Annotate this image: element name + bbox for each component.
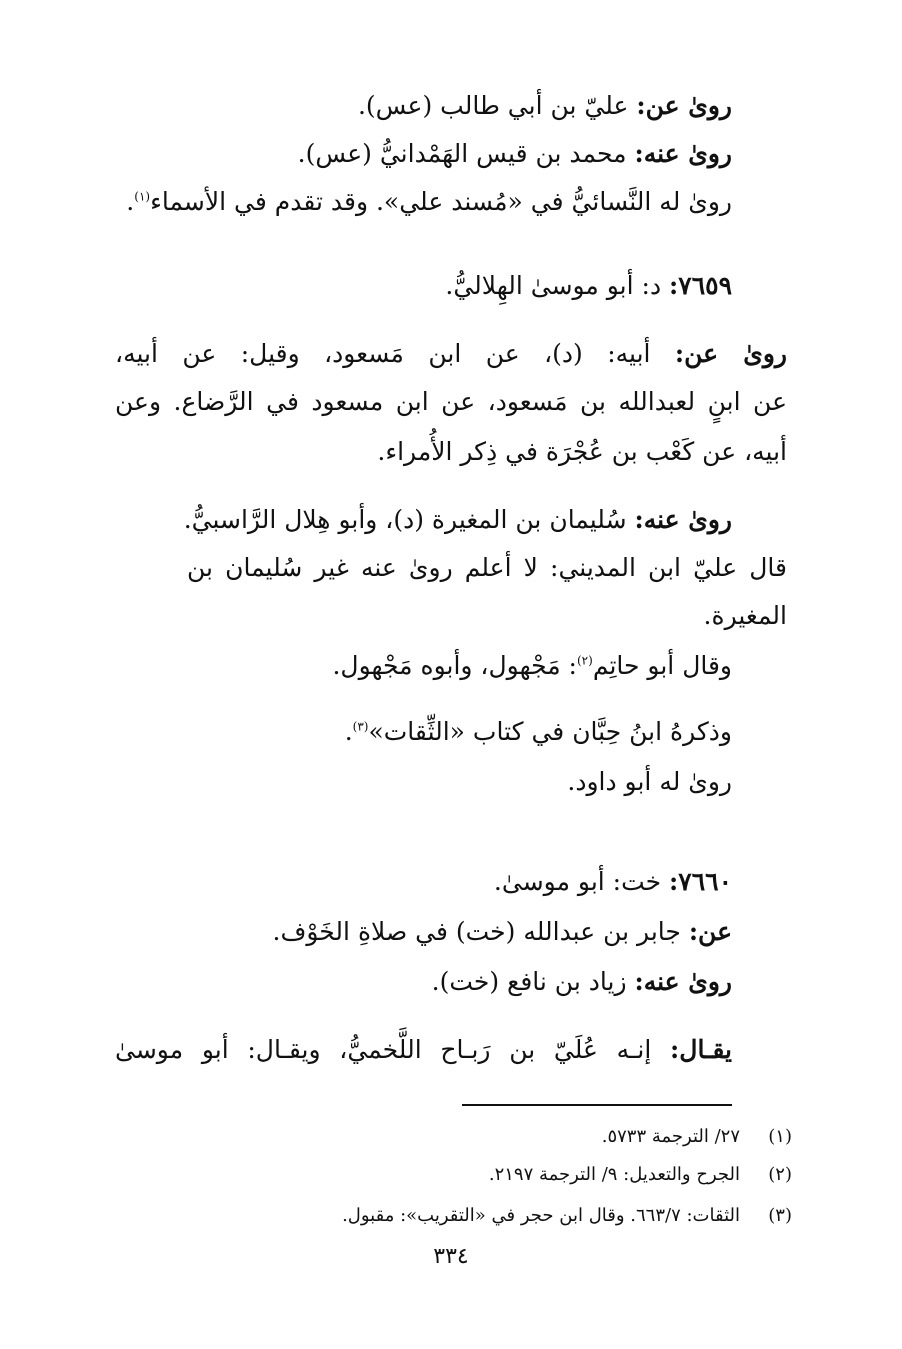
footnote-1 (602, 1124, 792, 1150)
line-9 (187, 548, 787, 588)
lead-label: روىٰ عنه: (634, 139, 732, 168)
line-text-after: : مَجْهول، وأبوه مَجْهول. (332, 651, 577, 680)
footnote-divider (462, 1104, 732, 1106)
line-11 (332, 646, 732, 686)
line-text: محمد بن قيس الهَمْدانيُّ (عس). (297, 139, 635, 168)
entry-heading-7660 (494, 862, 732, 902)
line-2 (298, 134, 732, 174)
footnote-ref: (١) (134, 189, 151, 204)
lead-label: روىٰ عن: (636, 91, 732, 120)
line-text: وقال أبو حاتِم (592, 651, 732, 680)
line-text: أبيه: (د)، عن ابن مَسعود، وقيل: عن أبيه، (115, 339, 675, 368)
line-16 (432, 962, 732, 1002)
entry-heading-7659 (445, 266, 732, 306)
footnote-text: ٢٧/ الترجمة ٥٧٣٣. (601, 1126, 740, 1147)
line-text: روىٰ له النَّسائيُّ في «مُسند علي». وقد تقدم في الأسماء (150, 187, 732, 216)
line-text: خت: أبو موسىٰ. (493, 867, 670, 896)
lead-label: عن: (688, 917, 732, 946)
footnote-ref: (٣) (352, 719, 369, 734)
line-text: سُليمان بن المغيرة (د)، وأبو هِلال الرَّاسبيُّ. (183, 505, 635, 534)
line-text: عن ابنٍ لعبدالله بن مَسعود، عن ابن مسعود في الرَّضاع. وعن (115, 387, 787, 416)
footnote-text: الجرح والتعديل: ٩/ الترجمة ٢١٩٧. (488, 1164, 740, 1185)
lead-label: يقـال: (670, 1035, 732, 1064)
line-13 (567, 762, 732, 802)
line-text: زياد بن نافع (خت). (431, 967, 635, 996)
line-8 (184, 500, 732, 540)
footnote-ref: (٢) (576, 653, 593, 668)
lead-label: روىٰ عنه: (634, 505, 732, 534)
footnote-number: (٢) (768, 1164, 792, 1185)
footnote-number: (١) (768, 1126, 792, 1147)
line-text: عليّ بن أبي طالب (عس). (357, 91, 637, 120)
line-text: إنـه عُلَيّ بن رَبـاح اللَّخميُّ، ويقـال: أبو موسىٰ (115, 1035, 671, 1064)
entry-number: ٧٦٦٠: (669, 867, 732, 896)
entry-number: ٧٦٥٩: (669, 271, 732, 300)
line-text: روىٰ له أبو داود. (567, 767, 732, 796)
footnote-text: الثقات: ٦٦٣/٧. وقال ابن حجر في «التقريب»: مقبول. (342, 1205, 740, 1226)
page-number: ٣٣٤ (433, 1244, 469, 1269)
line-5 (115, 334, 787, 374)
lead-label: روىٰ عن: (674, 339, 787, 368)
line-text: وذكرهُ ابنُ حِبَّان في كتاب «الثِّقات» (368, 717, 732, 746)
footnote-number: (٣) (768, 1205, 792, 1226)
line-17 (115, 1030, 732, 1070)
line-text: المغيرة. (703, 601, 787, 630)
line-text: أبيه، عن كَعْب بن عُجْرَة في ذِكر الأُمراء. (377, 437, 787, 466)
line-text-after: . (126, 187, 135, 216)
line-12 (345, 712, 732, 752)
line-10 (704, 596, 787, 636)
line-3 (126, 182, 732, 222)
footnote-2 (489, 1162, 792, 1188)
line-text: د: أبو موسىٰ الهِلاليُّ. (445, 271, 670, 300)
line-text: قال عليّ ابن المديني: لا أعلم روىٰ عنه غير سُليمان بن (187, 553, 787, 582)
line-6 (115, 382, 787, 422)
line-15 (273, 912, 732, 952)
line-text-after: . (344, 717, 353, 746)
lead-label: روىٰ عنه: (634, 967, 732, 996)
footnote-3 (342, 1203, 792, 1229)
line-7 (377, 432, 787, 472)
line-1 (358, 86, 732, 126)
line-text: جابر بن عبدالله (خت) في صلاةِ الخَوْف. (272, 917, 689, 946)
